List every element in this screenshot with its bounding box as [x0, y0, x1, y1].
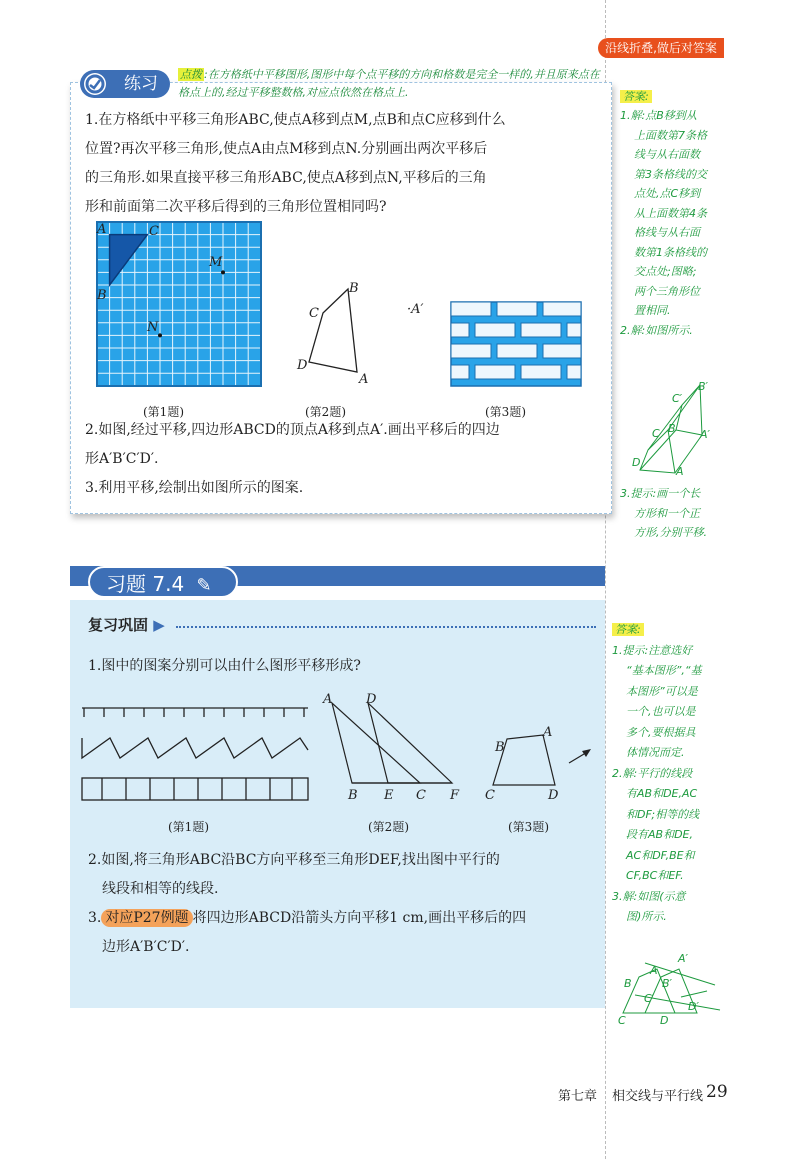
fig2-label-b: B — [349, 281, 359, 296]
ans-fig1-d: D — [632, 456, 641, 469]
practice-answer-3 — [620, 484, 740, 543]
answer-line: 3.提示:画一个长 — [620, 487, 701, 500]
answer-line: 多个,要根据具 — [626, 725, 696, 739]
answer-line: 体情况而定. — [626, 746, 685, 759]
fold-tag: 沿线折叠,做后对答案 — [598, 38, 724, 58]
practice-q3: 3.利用平移,绘制出如图所示的图案. — [85, 480, 304, 496]
example-reference-tag: 对应P27例题 — [101, 909, 192, 927]
answer-line: AC和DF,BE和 — [626, 848, 695, 862]
fig1-label-c: C — [149, 224, 159, 239]
answer-line: 两个三角形位 — [634, 284, 700, 298]
ans-fig1-c: C — [652, 427, 660, 440]
practice-caption-1: (第1题) — [143, 405, 184, 419]
answers-title: 答案: — [620, 90, 652, 103]
exercise-caption-2: (第2题) — [368, 820, 409, 834]
hint-body: :在方格纸中平移图形,图形中每个点平移的方向和格数是完全一样的,并且原来点在格点上的,经过平移整数格,对应点依然在格点上. — [178, 68, 600, 99]
practice-answers — [620, 88, 740, 340]
ans-fig1-a: A — [676, 465, 684, 478]
footer-chapter: 第七章 — [558, 1089, 598, 1104]
answer-line: 和DF;相等的线 — [626, 807, 700, 821]
exercise-q2 — [88, 846, 603, 904]
ex-fig3-label-c: C — [485, 788, 495, 803]
review-heading — [88, 614, 165, 635]
answer-line: CF,BC和EF. — [626, 869, 684, 882]
answer-line: 3.解:如图(示意 — [612, 889, 686, 903]
practice-q1-line: 1.在方格纸中平移三角形ABC,使点A移到点M,点B和点C应移到什么 — [85, 112, 506, 128]
answer-line: 本图形”可以是 — [626, 684, 698, 698]
ex-fig2-label-d: D — [366, 692, 377, 707]
point-m — [221, 270, 225, 274]
ans-fig2-a: A — [650, 964, 658, 977]
answer-line: 格线与从右面 — [634, 226, 700, 239]
review-heading-text: 复习巩固 — [88, 616, 149, 634]
exercise-caption-3: (第3题) — [508, 820, 549, 834]
practice-badge: 练习 — [80, 70, 170, 98]
exercise-answers — [612, 620, 742, 928]
review-divider — [176, 626, 596, 628]
pencil-icon: ✎ — [196, 575, 212, 596]
answer-line: 方形,分别平移. — [634, 526, 707, 539]
answer-line: 2.解:如图所示. — [620, 323, 693, 337]
ex-fig3-label-b: B — [495, 740, 505, 755]
ex-fig2-label-c: C — [416, 788, 426, 803]
exercise-q2-line: 2.如图,将三角形ABC沿BC方向平移至三角形DEF,找出图中平行的 — [88, 852, 500, 868]
practice-q2-line: 形A′B′C′D′. — [85, 451, 159, 467]
answer-line: 方形和一个正 — [634, 506, 700, 520]
practice-caption-2: (第2题) — [305, 405, 346, 419]
triangle-right-icon: ▶ — [153, 616, 165, 634]
exercise-q2-line: 线段和相等的线段. — [102, 881, 219, 897]
ans-fig1-c-prime: C′ — [672, 392, 683, 405]
practice-q2 — [85, 416, 605, 474]
fig2-label-a: A — [359, 372, 369, 387]
answer-line: 线与从右面数 — [634, 148, 700, 161]
ans-fig2-b: B — [624, 977, 632, 990]
exercise-title-text: 习题 7.4 — [106, 572, 185, 596]
answer-line: 数第1条格线的 — [634, 245, 707, 259]
hint-text — [178, 66, 608, 102]
ex-fig2-label-b: B — [348, 788, 358, 803]
ex-fig3-label-a: A — [543, 725, 553, 740]
fig2-label-c: C — [309, 306, 319, 321]
practice-q1-line: 形和前面第二次平移后得到的三角形位置相同吗? — [85, 199, 387, 215]
ans-fig2-b-prime: B′ — [662, 977, 673, 990]
pattern-figure — [80, 700, 310, 805]
exercise-title — [88, 566, 238, 598]
practice-q2-line: 2.如图,经过平移,四边形ABCD的顶点A移到点A′.画出平移后的四边 — [85, 422, 500, 438]
ans-fig2-c: C — [618, 1014, 626, 1027]
answer-line: 上面数第7条格 — [634, 128, 707, 142]
exercise-q1: 1.图中的图案分别可以由什么图形平移形成? — [88, 658, 361, 674]
answer-line: 段有AB和DE, — [626, 828, 693, 841]
ans-fig2-d: D — [660, 1014, 669, 1027]
quadrilateral-arrow-figure — [485, 725, 595, 795]
exercise-caption-1: (第1题) — [168, 820, 209, 834]
exercise-q3: 3. 对应P27例题 将四边形ABCD沿箭头方向平移1 cm,画出平移后的四 边形A′B′C′D′. — [88, 904, 603, 962]
practice-q1 — [85, 106, 605, 222]
fig1-label-n: N — [147, 320, 159, 335]
answer-line: 交点处;图略; — [634, 265, 697, 278]
ex-fig2-label-e: E — [384, 788, 394, 803]
practice-caption-3: (第3题) — [485, 405, 526, 419]
exercise-q3-line: 将四边形ABCD沿箭头方向平移1 cm,画出平移后的四 — [192, 910, 527, 926]
exercise-q3-line: 边形A′B′C′D′. — [102, 939, 190, 955]
answer-line: 图)所示. — [626, 910, 667, 923]
ex-fig3-label-d: D — [548, 788, 559, 803]
answer-line: 从上面数第4条 — [634, 206, 707, 220]
ans-fig2-a-prime: A′ — [678, 952, 689, 965]
ex-fig2-label-a: A — [323, 692, 333, 707]
answer-line: 点处,点C移到 — [634, 187, 701, 200]
fig1-label-m: M — [209, 255, 223, 270]
page-number: 29 — [706, 1082, 728, 1102]
practice-q1-line: 位置?再次平移三角形,使点A由点M移到点N.分别画出两次平移后 — [85, 141, 488, 157]
fig2-label-a-prime: ·A′ — [407, 302, 424, 317]
fig2-label-d: D — [297, 358, 308, 373]
answer-line: 第3条格线的交 — [634, 167, 707, 181]
grid-figure — [95, 220, 265, 390]
answer-line: 置相同. — [634, 304, 671, 317]
answer-line: 1.解:点B移到从 — [620, 109, 697, 122]
footer-title: 相交线与平行线 — [612, 1089, 704, 1104]
fig1-label-a: A — [97, 222, 107, 237]
answer-line: 一个,也可以是 — [626, 705, 696, 718]
practice-icon — [84, 73, 106, 95]
ans-fig1-b-prime: B′ — [698, 380, 709, 393]
point-n — [158, 333, 162, 337]
answer-line: 1.提示:注意选好 — [612, 643, 693, 657]
hint-label: 点拨 — [180, 68, 202, 81]
brick-pattern-figure — [449, 300, 585, 388]
ans-fig1-a-prime: A′ — [700, 428, 711, 441]
fig1-label-b: B — [97, 288, 107, 303]
answer-line: “基本图形”,“基 — [626, 664, 702, 677]
answer-line: 有AB和DE,AC — [626, 787, 698, 800]
practice-q1-line: 的三角形.如果直接平移三角形ABC,使点A移到点N,平移后的三角 — [85, 170, 487, 186]
ans-fig2-c-prime: C′ — [644, 992, 655, 1005]
ans-fig1-b: B — [668, 422, 676, 435]
ex-fig2-label-f: F — [450, 788, 460, 803]
ans-fig2-d-prime: D′ — [688, 1000, 699, 1013]
exercise-answers-title: 答案: — [612, 623, 644, 636]
triangles-figure — [320, 695, 470, 795]
answer-line: 2.解:平行的线段 — [612, 766, 693, 780]
